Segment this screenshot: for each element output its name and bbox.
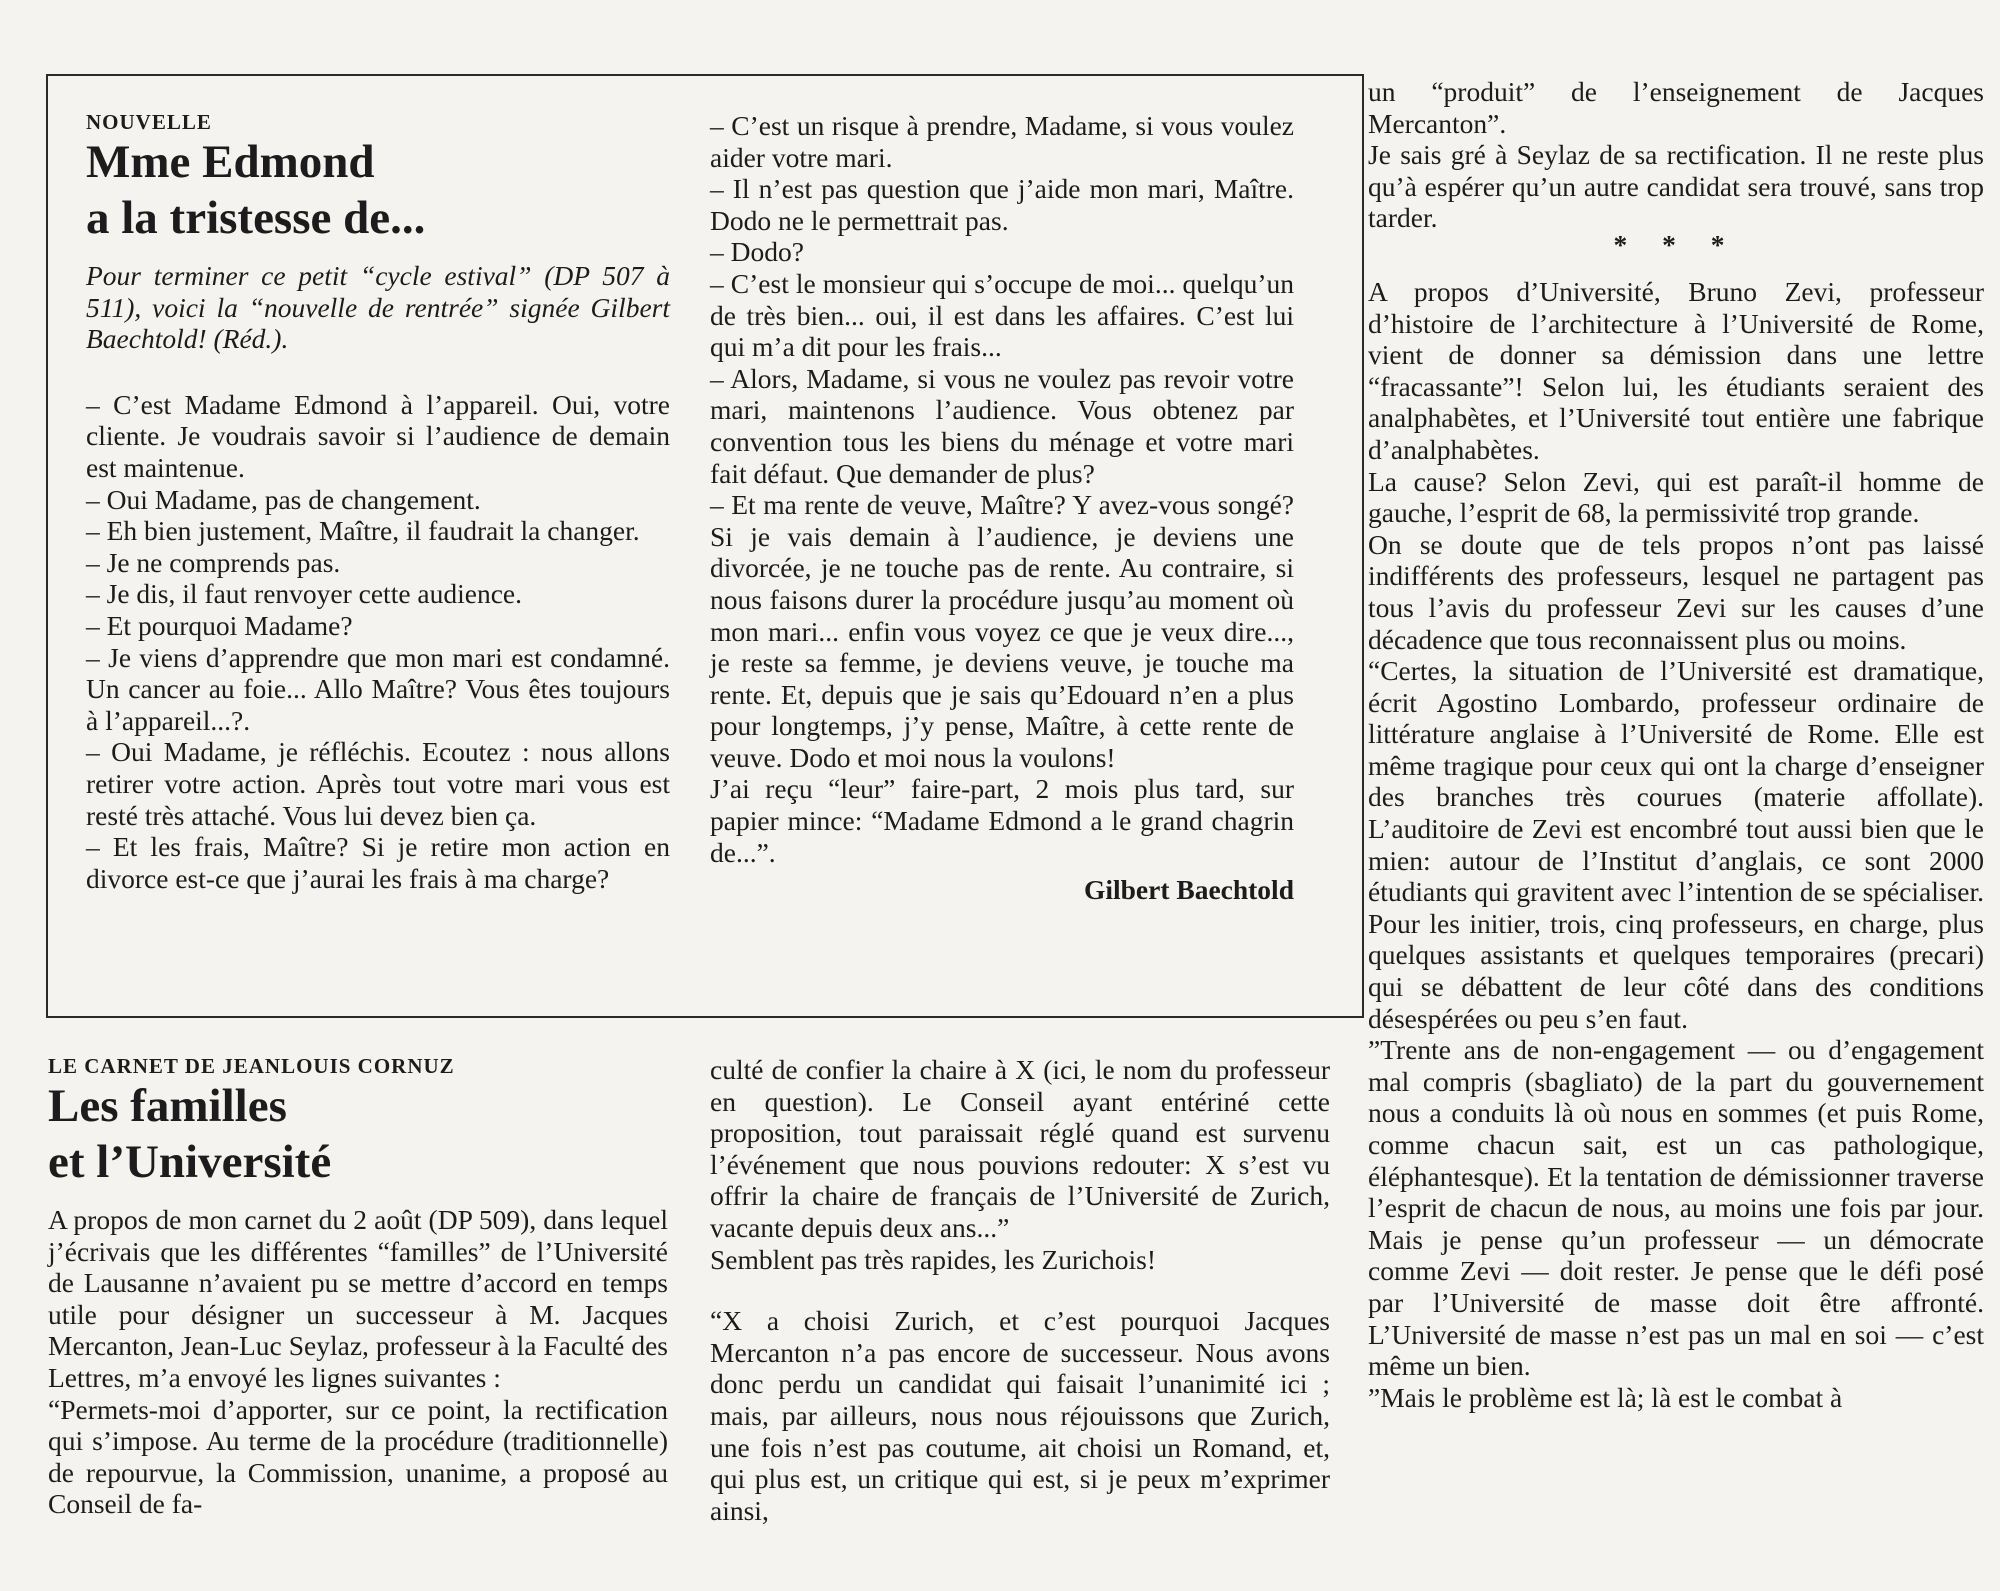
paragraph: “Certes, la situation de l’Université est dramatique, écrit Agostino Lombardo, professeur ordinaire de littérature anglaise à l’Université de Rome. Elle est même tragique pour ceux qui ont la charge d’enseigner des branches très courues (materie affollate). L’auditoire de Zevi est encombré tout aussi bien que le mien: autour de l’Institut d’anglais, ce sont 2000 étudiants qui gravitent avec l’intention de se spécialiser. Pour les initier, trois, cinq professeurs, en charge, plus quelques assistants et quelques temporaires (precari) qui se débattent de leur côté dans des conditions désespérées ou peu s’en faut. [1368, 655, 1984, 1034]
paragraph: J’ai reçu “leur” faire-part, 2 mois plus tard, sur papier mince: “Madame Edmond a le grand chagrin de...”. [710, 773, 1294, 868]
paragraph: “X a choisi Zurich, et c’est pourquoi Jacques Mercanton n’a pas encore de successeur. Nous avons donc perdu un candidat qui faisait l’unanimité ici ; mais, par ailleurs, nous nous réjouissons que Zurich, une fois n’est pas coutume, ait choisi un Romand, et, qui plus est, un critique qui est, si je peux m’exprimer ainsi, [710, 1305, 1330, 1526]
paragraph: un “produit” de l’enseignement de Jacques Mercanton”. [1368, 76, 1984, 139]
section-separator: * * * [1613, 228, 1739, 260]
paragraph: A propos de mon carnet du 2 août (DP 509), dans lequel j’écrivais que les différentes “familles” de l’Université de Lausanne n’avaient pu se mettre d’accord en temps utile pour désigner un successeur à M. Jacques Mercanton, Jean-Luc Seylaz, professeur à la Faculté des Lettres, m’a envoyé les lignes suivantes : [48, 1204, 668, 1393]
dialogue-line: – C’est Madame Edmond à l’appareil. Oui, votre cliente. Je voudrais savoir si l’audience de demain est maintenue. [86, 388, 670, 483]
paragraph: ”Mais le problème est là; là est le combat à [1368, 1381, 1843, 1413]
article2-headline: Les familles et l’Université [48, 1080, 332, 1188]
article1-signature: Gilbert Baechtold [1083, 874, 1294, 906]
dialogue-line: – Je viens d’apprendre que mon mari est condamné. Un cancer au foie... Allo Maître? Vous êtes toujours à l’appareil...?. [86, 641, 670, 736]
article1-intro: Pour terminer ce petit “cycle estival” (DP 507 à 511), voici la “nouvelle de rentrée” signée Gilbert Baechtold! (Réd.). [86, 260, 670, 355]
paragraph: ”Trente ans de non-engagement — ou d’engagement mal compris (sbagliato) de la part du gouvernement nous a conduits là où nous en sommes (et puis Rome, comme chacun sait, est un cas pathologique, éléphantesque). Et la tentation de démissionner traverse l’esprit de chacun de nous, au moins une fois par jour. Mais je pense qu’un professeur — un démocrate comme Zevi — doit rester. Je pense que le défi posé par l’Université de masse doit être affronté. L’Université de masse n’est pas un mal en soi — c’est même un bien. [1368, 1034, 1984, 1382]
paragraph: Je sais gré à Seylaz de sa rectification. Il ne reste plus qu’à espérer qu’un autre candidat sera trouvé, sans trop tarder. [1368, 139, 1984, 234]
dialogue-line: – Et ma rente de veuve, Maître? Y avez-vous songé? Si je vais demain à l’audience, je deviens une divorcée, je ne touche pas de rente. Au contraire, si nous faisons durer la procédure jusqu’au moment où mon mari... enfin vous voyez ce que je veux dire..., je reste sa femme, je deviens veuve, je touche ma rente. Et, depuis que je sais qu’Edouard n’en a plus pour longtemps, j’y pense, Maître, à cette rente de veuve. Dodo et moi nous la voulons! [710, 489, 1294, 773]
paragraph: culté de confier la chaire à X (ici, le nom du professeur en question). Le Conseil ayant entériné cette proposition, tout paraissait réglé quand est survenu l’événement que nous pouvions redouter: X s’est vu offrir la chaire de français de l’Université de Zurich, vacante depuis deux ans...” [710, 1054, 1330, 1243]
dialogue-line: – Oui Madame, je réfléchis. Ecoutez : nous allons retirer votre action. Après tout votre mari vous est resté très attaché. Vous lui devez bien ça. [86, 736, 670, 831]
article2-column-2 [710, 1054, 1330, 1526]
paragraph: A propos d’Université, Bruno Zevi, professeur d’histoire de l’architecture à l’Université de Rome, vient de donner sa démission dans une lettre “fracassante”! Selon lui, les étudiants seraient des analphabètes, et l’Université tout entière une fabrique d’analphabètes. [1368, 275, 1984, 465]
dialogue-line: – Eh bien justement, Maître, il faudrait la changer. [86, 515, 640, 547]
article1-kicker: NOUVELLE [86, 110, 212, 134]
article1-headline: Mme Edmond a la tristesse de... [86, 136, 426, 244]
right-column [1368, 76, 1984, 1413]
dialogue-line: – Dodo? [710, 236, 804, 268]
dialogue-line: – Alors, Madame, si vous ne voulez pas revoir votre mari, maintenons l’audience. Vous obtenez par convention tous les biens du ménage et votre mari fait défaut. Que demander de plus? [710, 362, 1294, 489]
paragraph: “Permets-moi d’apporter, sur ce point, la rectification qui s’impose. Au terme de la procédure (traditionnelle) de repourvue, la Commission, unanime, a proposé au Conseil de fa- [48, 1393, 668, 1520]
article1-column-1 [86, 110, 670, 894]
dialogue-line: – Oui Madame, pas de changement. [86, 483, 481, 515]
paragraph: La cause? Selon Zevi, qui est paraît-il homme de gauche, l’esprit de 68, la permissivité trop grande. [1368, 465, 1984, 529]
paragraph: Semblent pas très rapides, les Zurichois! [710, 1243, 1157, 1275]
paragraph: On se doute que de tels propos n’ont pas laissé indifférents des professeurs, lesquel ne partagent pas tous l’avis du professeur Zevi sur les causes d’une décadence que tous reconnaissent plus ou moins. [1368, 528, 1984, 655]
dialogue-line: – Il n’est pas question que j’aide mon mari, Maître. Dodo ne le permettrait pas. [710, 173, 1294, 236]
article2-column-1 [48, 1054, 668, 1520]
dialogue-line: – C’est un risque à prendre, Madame, si vous voulez aider votre mari. [710, 110, 1294, 173]
article1-column-2 [710, 110, 1294, 906]
article2-kicker: LE CARNET DE JEANLOUIS CORNUZ [48, 1054, 455, 1078]
dialogue-line: – Et pourquoi Madame? [86, 609, 353, 641]
dialogue-line: – Je ne comprends pas. [86, 546, 341, 578]
dialogue-line: – Je dis, il faut renvoyer cette audience. [86, 578, 522, 610]
dialogue-line: – C’est le monsieur qui s’occupe de moi... quelqu’un de très bien... oui, il est dans les affaires. C’est lui qui m’a dit pour les frais... [710, 267, 1294, 363]
dialogue-line: – Et les frais, Maître? Si je retire mon action en divorce est-ce que j’aurai les frais à ma charge? [86, 831, 670, 894]
